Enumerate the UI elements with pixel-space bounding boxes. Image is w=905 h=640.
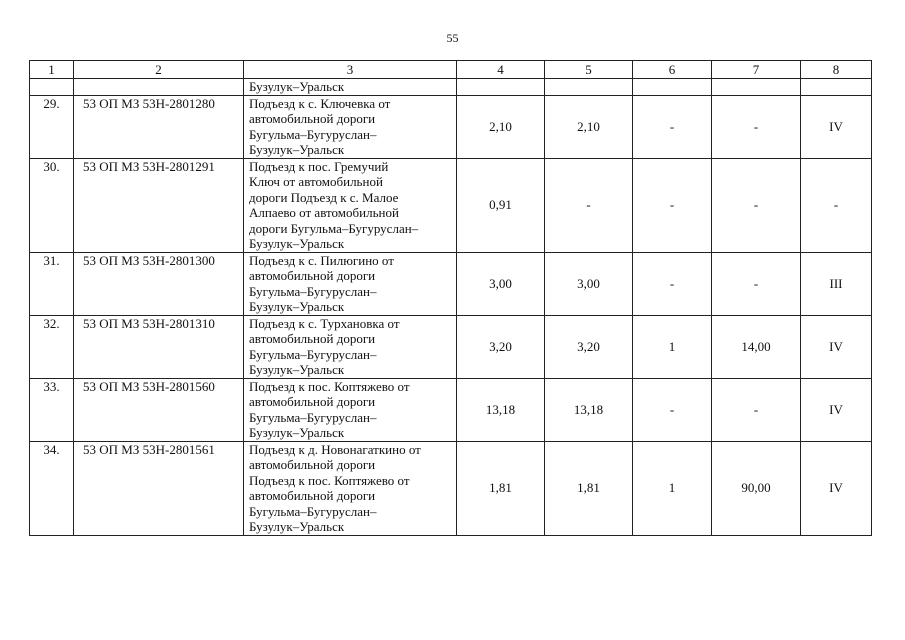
road-name-line: Подъезд к с. Турхановка от [249,315,400,331]
row-number: 29. [30,95,74,158]
cell-c5: 3,20 [545,315,633,378]
road-name-line: Бузулук–Уральск [249,519,345,534]
roads-table [29,60,872,536]
road-name-line: автомобильной дороги [249,111,376,126]
cell-c6: - [633,158,712,252]
road-code: 53 ОП МЗ 53Н-2801561 [74,441,244,535]
table-row [30,95,872,158]
cell-c6: - [633,378,712,441]
cell-c5: 3,00 [545,252,633,315]
header-row [30,61,872,79]
road-name-line: Бугульма–Бугуруслан– [249,283,377,299]
road-name-line: Подъезд к с. Ключевка от [249,95,391,111]
cell-c8: IV [801,441,872,535]
cell-c5: 1,81 [545,441,633,535]
table-row [30,252,872,315]
table-row [30,315,872,378]
road-name-line: Бузулук–Уральск [249,299,345,314]
road-name-line: Бугульма–Бугуруслан– [249,503,377,519]
road-name-line: автомобильной дороги [249,331,376,346]
road-name [244,158,457,252]
cell-c8: - [801,158,872,252]
road-name-line: Алпаево от автомобильной [249,205,399,220]
road-name-line: автомобильной дороги [249,457,376,472]
table-row [30,158,872,252]
continuation-row [30,79,872,96]
road-name [244,252,457,315]
row-number: 33. [30,378,74,441]
road-name [244,378,457,441]
cell-c8: IV [801,378,872,441]
cell-c5: 2,10 [545,95,633,158]
road-name-line: Бузулук–Уральск [249,142,345,157]
road-code: 53 ОП МЗ 53Н-2801560 [74,378,244,441]
road-name-line: дороги Бугульма–Бугуруслан– [249,220,419,236]
cell-c4: 0,91 [457,158,545,252]
cell-c6: - [633,95,712,158]
cell-c7: 90,00 [712,441,801,535]
page-number: 55 [446,31,459,45]
cell-c6: 1 [633,315,712,378]
cell-c4: 2,10 [457,95,545,158]
road-name-line: Бузулук–Уральск [249,236,345,251]
road-name-line: автомобильной дороги [249,394,376,409]
road-name [244,441,457,535]
road-name-line: Ключ от автомобильной [249,174,383,189]
cell-c8: IV [801,95,872,158]
road-name-line: Подъезд к пос. Гремучий [249,158,389,174]
road-code: 53 ОП МЗ 53Н-2801310 [74,315,244,378]
cell-c6: 1 [633,441,712,535]
road-name-line: дороги Подъезд к с. Малое [249,189,399,205]
road-name-line: Подъезд к пос. Коптяжево от [249,378,410,394]
cell-c4: 3,20 [457,315,545,378]
road-name-line: автомобильной дороги [249,488,376,503]
cell-c7: - [712,252,801,315]
cell-c4: 3,00 [457,252,545,315]
table-row [30,441,872,535]
cell-c7: - [712,378,801,441]
road-name [244,315,457,378]
cell-c4: 1,81 [457,441,545,535]
continuation-text: Бузулук–Уральск [244,79,457,96]
road-name-line: Бузулук–Уральск [249,425,345,440]
row-number: 30. [30,158,74,252]
header-cell-1: 1 [30,61,74,79]
cell-c7: - [712,95,801,158]
header-cell-2: 2 [74,61,244,79]
cell-c8: III [801,252,872,315]
header-cell-6: 6 [633,61,712,79]
road-code: 53 ОП МЗ 53Н-2801280 [74,95,244,158]
road-name-line: автомобильной дороги [249,268,376,283]
table-body [30,61,872,536]
table-row [30,378,872,441]
header-cell-3: 3 [244,61,457,79]
cell-c8: IV [801,315,872,378]
cell-c4: 13,18 [457,378,545,441]
row-number: 32. [30,315,74,378]
cell-c6: - [633,252,712,315]
header-cell-5: 5 [545,61,633,79]
cell-c5: 13,18 [545,378,633,441]
header-cell-8: 8 [801,61,872,79]
cell-c7: 14,00 [712,315,801,378]
cell-c7: - [712,158,801,252]
row-number: 31. [30,252,74,315]
road-name-line: Бугульма–Бугуруслан– [249,346,377,362]
road-name-line: Бугульма–Бугуруслан– [249,409,377,425]
road-name-line: Подъезд к пос. Коптяжево от [249,472,410,488]
header-cell-4: 4 [457,61,545,79]
cell-c5: - [545,158,633,252]
road-name-line: Бугульма–Бугуруслан– [249,126,377,142]
road-name-line: Подъезд к с. Пилюгино от [249,252,394,268]
road-name-line: Подъезд к д. Новонагаткино от [249,441,421,457]
road-code: 53 ОП МЗ 53Н-2801291 [74,158,244,252]
header-cell-7: 7 [712,61,801,79]
row-number: 34. [30,441,74,535]
road-name-line: Бузулук–Уральск [249,362,345,377]
road-code: 53 ОП МЗ 53Н-2801300 [74,252,244,315]
road-name [244,95,457,158]
